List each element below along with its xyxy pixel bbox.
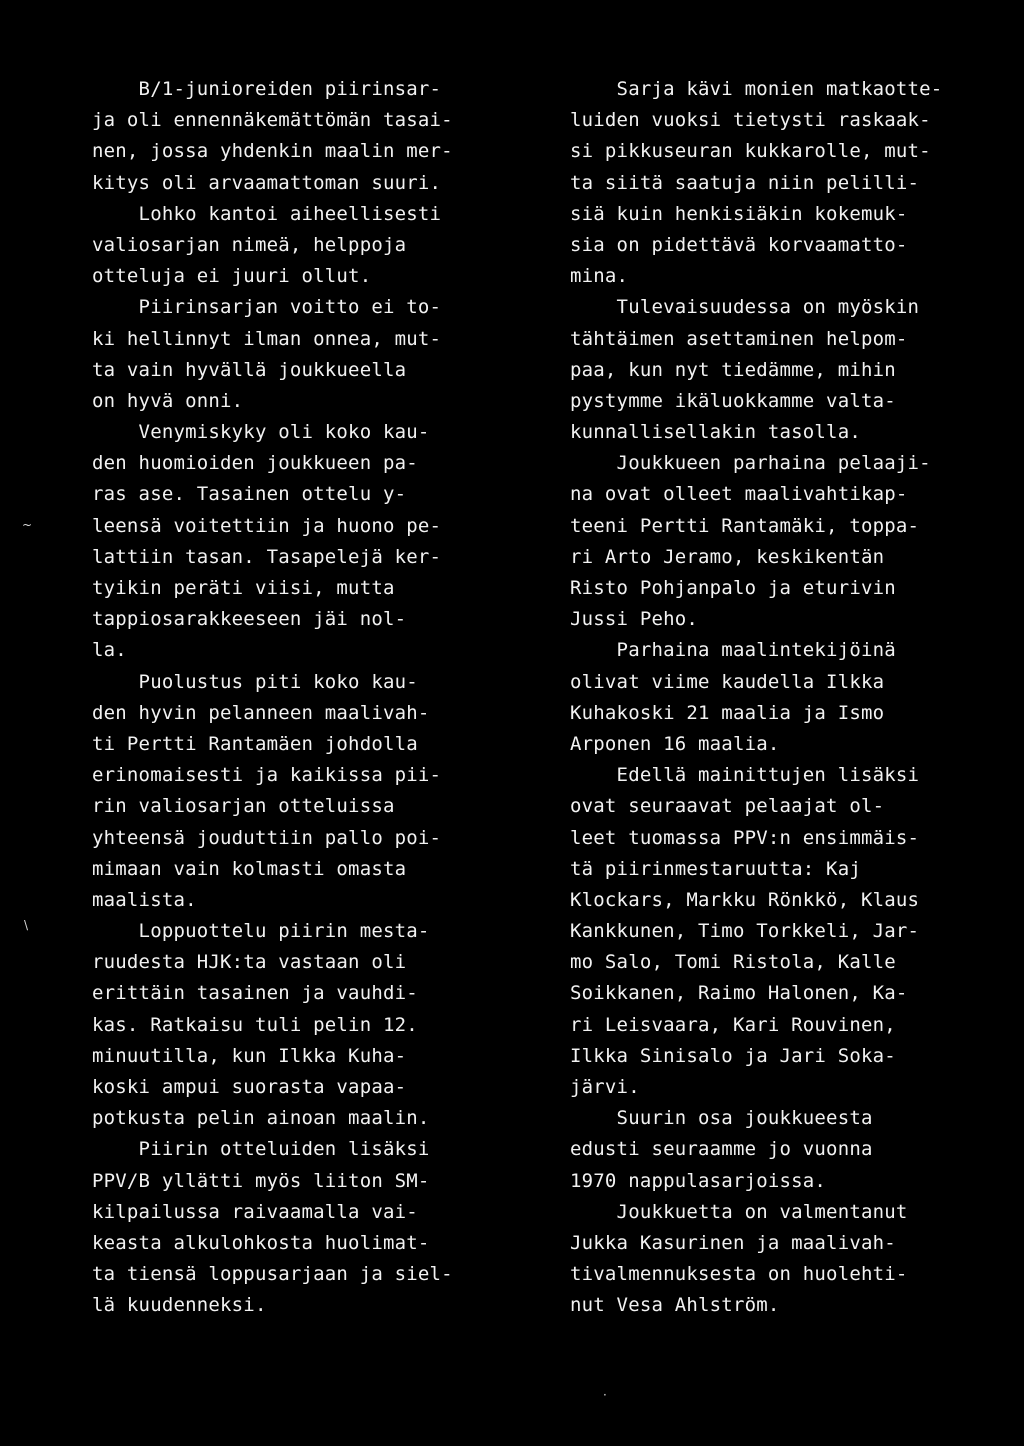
text-line: Arponen 16 maalia.: [570, 732, 780, 755]
text-line: Tulevaisuudessa on myöskin: [570, 296, 920, 319]
text-line: mimaan vain kolmasti omasta: [92, 857, 407, 880]
text-line: Klockars, Markku Rönkkö, Klaus: [570, 888, 920, 911]
text-line: tivalmennuksesta on huolehti-: [570, 1263, 908, 1286]
text-line: nut Vesa Ahlström.: [570, 1294, 780, 1317]
text-line: on hyvä onni.: [92, 389, 244, 412]
text-line: siä kuin henkisiäkin kokemuk-: [570, 202, 908, 225]
text-line: lä kuudenneksi.: [92, 1294, 267, 1317]
text-line: edusti seuraamme jo vuonna: [570, 1138, 873, 1161]
text-line: olivat viime kaudella Ilkka: [570, 670, 885, 693]
scan-speck: ~: [22, 518, 33, 532]
text-line: potkusta pelin ainoan maalin.: [92, 1107, 430, 1130]
text-line: ruudesta HJK:ta vastaan oli: [92, 951, 407, 974]
text-line: Ilkka Sinisalo ja Jari Soka-: [570, 1044, 896, 1067]
text-line: tyikin peräti viisi, mutta: [92, 577, 395, 599]
text-line: kitys oli arvaamattoman suuri.: [92, 171, 442, 194]
text-line: ta tiensä loppusarjaan ja siel-: [92, 1263, 453, 1286]
text-line: luiden vuoksi tietysti raskaak-: [570, 109, 931, 132]
text-line: ti Pertti Rantamäen johdolla: [92, 732, 418, 755]
text-line: Edellä mainittujen lisäksi: [570, 764, 920, 787]
text-line: leensä voitettiin ja huono pe-: [92, 514, 442, 537]
text-line: Puolustus piti koko kau-: [92, 670, 418, 693]
text-line: paa, kun nyt tiedämme, mihin: [570, 358, 896, 381]
text-line: Piirin otteluiden lisäksi: [92, 1138, 430, 1161]
text-line: nen, jossa yhdenkin maalin mer-: [92, 140, 453, 163]
text-line: Joukkuetta on valmentanut: [570, 1200, 908, 1223]
scan-speck: \: [24, 918, 29, 932]
text-line: kilpailussa raivaamalla vai-: [92, 1200, 418, 1223]
text-line: Joukkueen parhaina pelaaji-: [570, 452, 931, 475]
text-line: keasta alkulohkosta huolimat-: [92, 1231, 430, 1254]
text-line: sia on pidettävä korvaamatto-: [570, 233, 908, 256]
text-line: kas. Ratkaisu tuli pelin 12.: [92, 1013, 418, 1036]
text-line: Kankkunen, Timo Torkkeli, Jar-: [570, 920, 920, 943]
text-line: Loppuottelu piirin mesta-: [92, 920, 430, 943]
text-line: na ovat olleet maalivahtikap-: [570, 483, 908, 506]
text-line: järvi.: [570, 1076, 640, 1098]
text-line: B/1-junioreiden piirinsar-: [92, 78, 442, 100]
right-text-column: [570, 74, 970, 1322]
text-line: la.: [92, 639, 127, 662]
text-line: otteluja ei juuri ollut.: [92, 265, 372, 288]
text-line: tähtäimen asettaminen helpom-: [570, 327, 908, 350]
text-line: lattiin tasan. Tasapelejä ker-: [92, 545, 442, 568]
text-line: Lohko kantoi aiheellisesti: [92, 202, 442, 225]
text-line: mo Salo, Tomi Ristola, Kalle: [570, 951, 896, 974]
text-line: kunnallisellakin tasolla.: [570, 421, 861, 444]
text-line: Jukka Kasurinen ja maalivah-: [570, 1231, 896, 1254]
text-line: valiosarjan nimeä, helppoja: [92, 233, 407, 256]
text-line: ta vain hyvällä joukkueella: [92, 358, 407, 381]
text-line: Suurin osa joukkueesta: [570, 1107, 873, 1130]
text-line: den hyvin pelanneen maalivah-: [92, 701, 430, 724]
text-line: ta siitä saatuja niin pelilli-: [570, 171, 920, 194]
text-line: erinomaisesti ja kaikissa pii-: [92, 764, 442, 787]
text-line: Parhaina maalintekijöinä: [570, 639, 896, 662]
text-line: Risto Pohjanpalo ja eturivin: [570, 577, 896, 599]
text-line: pystymme ikäluokkamme valta-: [570, 389, 896, 412]
text-line: yhteensä jouduttiin pallo poi-: [92, 826, 442, 849]
text-line: erittäin tasainen ja vauhdi-: [92, 982, 418, 1005]
text-line: rin valiosarjan otteluissa: [92, 795, 395, 818]
text-line: tappiosarakkeeseen jäi nol-: [92, 608, 407, 631]
text-line: ovat seuraavat pelaajat ol-: [570, 795, 885, 818]
text-line: Soikkanen, Raimo Halonen, Ka-: [570, 982, 908, 1005]
text-line: mina.: [570, 265, 629, 288]
text-line: Venymiskyky oli koko kau-: [92, 421, 430, 444]
text-line: si pikkuseuran kukkarolle, mut-: [570, 140, 931, 163]
text-line: PPV/B yllätti myös liiton SM-: [92, 1169, 430, 1192]
text-line: Sarja kävi monien matkaotte-: [570, 78, 943, 100]
text-line: ras ase. Tasainen ottelu y-: [92, 483, 407, 506]
text-line: Piirinsarjan voitto ei to-: [92, 296, 442, 319]
text-line: ja oli ennennäkemättömän tasai-: [92, 109, 453, 132]
text-line: maalista.: [92, 888, 197, 911]
text-line: Jussi Peho.: [570, 608, 699, 631]
text-line: teeni Pertti Rantamäki, toppa-: [570, 514, 920, 537]
text-line: minuutilla, kun Ilkka Kuha-: [92, 1044, 407, 1067]
text-line: den huomioiden joukkueen pa-: [92, 452, 418, 475]
text-line: ki hellinnyt ilman onnea, mut-: [92, 327, 442, 350]
left-text-column: [92, 74, 492, 1322]
text-line: ri Arto Jeramo, keskikentän: [570, 545, 885, 568]
text-line: ri Leisvaara, Kari Rouvinen,: [570, 1013, 896, 1036]
text-line: Kuhakoski 21 maalia ja Ismo: [570, 701, 885, 724]
text-line: tä piirinmestaruutta: Kaj: [570, 857, 861, 880]
text-line: 1970 nappulasarjoissa.: [570, 1169, 827, 1192]
text-line: koski ampui suorasta vapaa-: [92, 1076, 407, 1098]
scan-speck: ·: [603, 1388, 607, 1402]
text-line: leet tuomassa PPV:n ensimmäis-: [570, 826, 920, 849]
